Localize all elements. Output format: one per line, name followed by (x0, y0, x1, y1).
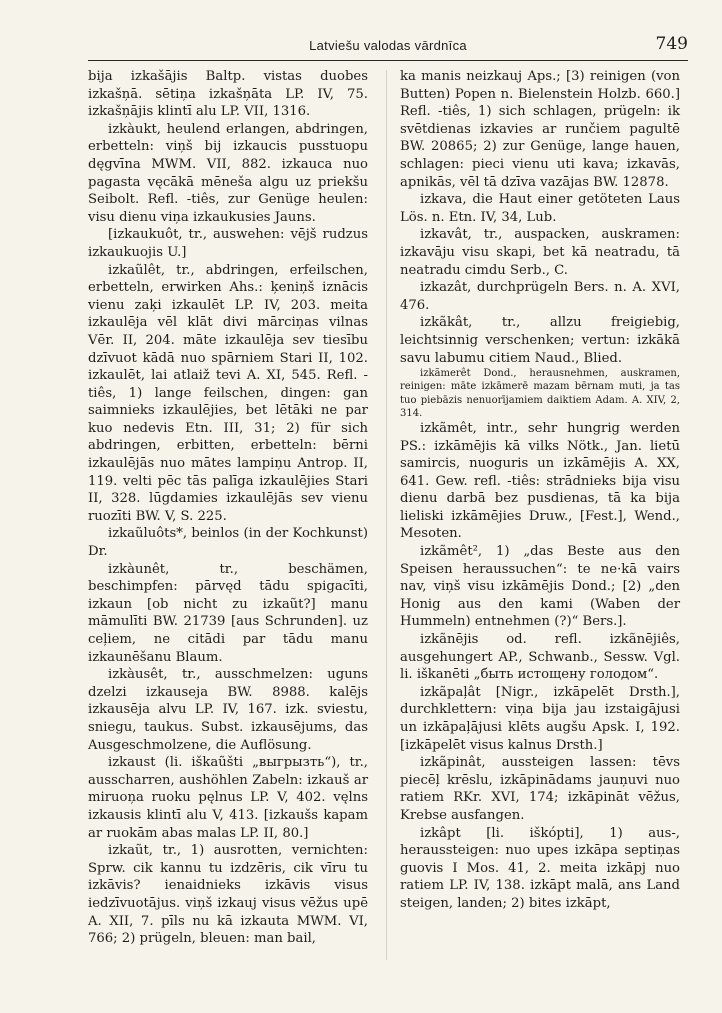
dictionary-entry: izkaust (li. iškaũšti „выгрызть“), tr., ausscharren, aushöhlen Zabeln: izkauš ar miruoņa ruoku pęlnus LP. V, 402. vęlns izkausis klintī alu V, 413. [izkaušs kapam ar ruokām abas malas LP. II, 80.] (88, 755, 368, 841)
dictionary-entry: izkazât, durchprügeln Bers. n. A. XVI, 476. (400, 280, 680, 313)
dictionary-entry: [izkaukuôt, tr., auswehen: vējš rudzus izkaukuojis U.] (88, 227, 368, 260)
dictionary-entry: ka manis neizkauj Aps.; [3) reinigen (von Butten) Popen n. Bielenstein Holzb. 660.] Refl. -tiês, 1) sich schlagen, prügeln: ik svētdienas izkavies ar runčiem pagultē BW. 20865; 2) zur Genüge, lange hauen, schlagen: pieci vienu uti kava; izkavās, apnikās, vēl tā dzīva vazājas BW. 12878. (400, 69, 680, 190)
dictionary-entry: izkãkât, tr., allzu freigiebig, leichtsinnig verschenken; vertun: izkākā savu labumu citiem Naud., Blied. (400, 315, 680, 366)
dictionary-entry: izkãpaļât [Nigr., izkāpelēt Drsth.], durchklettern: viņa bija jau izstaigājusi un izkāpaļājusi klēts augšu Apsk. I, 192. [izkāpelēt visus kalnus Drsth.] (400, 684, 680, 753)
dictionary-entry: izkava, die Haut einer getöteten Laus Lös. n. Etn. IV, 34, Lub. (400, 192, 680, 225)
column-divider (386, 70, 387, 960)
dictionary-entry: izkãmêt, intr., sehr hungrig werden PS.: izkāmējis kā vilks Nötk., Jan. lietū samircis, nuoguris un izkāmējis A. XX, 641. Gew. refl. -tiês: strādnieks bija visu dienu darbā bez pusdienas, tā ka bija lieliski izkāmējies Druw., [Fest.], Wend., Mesoten. (400, 420, 680, 542)
dictionary-entry: izkãnējis od. refl. izkãnējiês, ausgehungert AP., Schwanb., Sessw. Vgl. li. iškanēti „быть истощену голодом“. (400, 632, 680, 683)
dictionary-entry: izkâpt [li. iškópti], 1) aus-, heraussteigen: nuo upes izkāpa septiņas guovis I Mos. 41, 2. meita izkāpj nuo ratiem LP. IV, 138. izkāpt malā, ans Land steigen, landen; 2) bites izkāpt, (400, 825, 680, 911)
right-column (400, 68, 680, 913)
dictionary-entry: izkàukt, heulend erlangen, abdringen, erbetteln: viņš bij izkaucis pusstuopu dęgvīna MWM. VII, 882. izkauca nuo pagasta vęcākā mēneša algu uz priekšu Seibolt. Refl. -tiês, zur Genüge heulen: visu dienu viņa izkaukusies Jauns. (88, 121, 368, 225)
dictionary-entry: izkàunêt, tr., beschämen, beschimpfen: pārvęd tādu spigacīti, izkaun [ob nicht zu izkaũt?] manu māmulīti BW. 21739 [aus Schrunden]. uz ceļiem, ne citādi par tādu manu izkaunēšanu Blaum. (88, 561, 368, 665)
dictionary-entry: izkãmerêt Dond., herausnehmen, auskramen, reinigen: māte izkāmerē mazam bērnam muti, ja tas tuo piebāzis nenuorījamiem daiktiem Adam. A. XIV, 2, 314. (400, 368, 680, 419)
dictionary-entry: izkàusêt, tr., ausschmelzen: uguns dzelzi izkauseja BW. 8988. kalējs izkausēja alvu LP. IV, 167. izk. sviestu, sniegu, taukus. Subst. izkausējums, das Ausgeschmolzene, die Auflösung. (88, 667, 368, 753)
dictionary-entry: izkãmêt², 1) „das Beste aus den Speisen heraussuchen“: te ne·kā vairs nav, viņš visu izkāmējis Dond.; [2) „den Honig aus den kami (Waben der Hummeln) entnehmen (?)“ Bers.]. (400, 544, 680, 630)
dictionary-entry: izkaũlêt, tr., abdringen, erfeilschen, erbetteln, erwirken Ahs.: ķeniņš iznācis vienu zaķi izkaulēt LP. IV, 203. meita izkaulēja vēl klāt divi mārciņas vilnas Vēr. II, 204. māte izkaulēja sev tiesību dzīvuot kādā nuo spārniem Stari II, 102. izkaulēt, lai atlaiž tevi A. XI, 545. Refl. -tiês, 1) lange feilschen, dingen: gan saimnieks izkaulējies, bet lētāki ne par kuo nedevis Etn. III, 31; 2) für sich abdringen, erbitten, erbetteln: bērni izkaulējās nuo mātes lampiņu Antrop. II, 119. velti pēc tās palīga izkaulējies Stari II, 328. lūgdamies izkaulējās sev vienu ruozīti BW. V, S. 225. (88, 262, 368, 524)
running-title: Latviešu valodas vārdnīca (309, 38, 467, 53)
dictionary-entry: izkavât, tr., auspacken, auskramen: izkavāju visu skapi, bet kā neatradu, tā neatradu cimdu Serb., C. (400, 227, 680, 278)
dictionary-entry: bija izkašājis Baltp. vistas duobes izkašņā. sētiņa izkašņāta LP. IV, 75. izkašņājis klintī alu LP. VII, 1316. (88, 69, 368, 120)
page-number: 749 (655, 34, 688, 54)
page-header (88, 36, 688, 61)
dictionary-entry: izkaũt, tr., 1) ausrotten, vernichten: Sprw. cik kannu tu izdzēris, cik vīru tu izkāvis? ienaidnieks izkāvis visus iedzīvuotājus. viņš izkauj visus vēžus upē A. XII, 7. pīls nu kā izkauta MWM. VI, 766; 2) prügeln, bleuen: man bail, (88, 843, 368, 947)
left-column (88, 68, 368, 948)
dictionary-entry: izkãpinât, aussteigen lassen: tēvs piecēļ krēslu, izkāpinādams jauņuvi nuo ratiem RKr. XVI, 174; izkāpināt vēžus, Krebse ausfangen. (400, 755, 680, 823)
dictionary-entry: izkaũluôts*, beinlos (in der Kochkunst) Dr. (88, 526, 368, 560)
